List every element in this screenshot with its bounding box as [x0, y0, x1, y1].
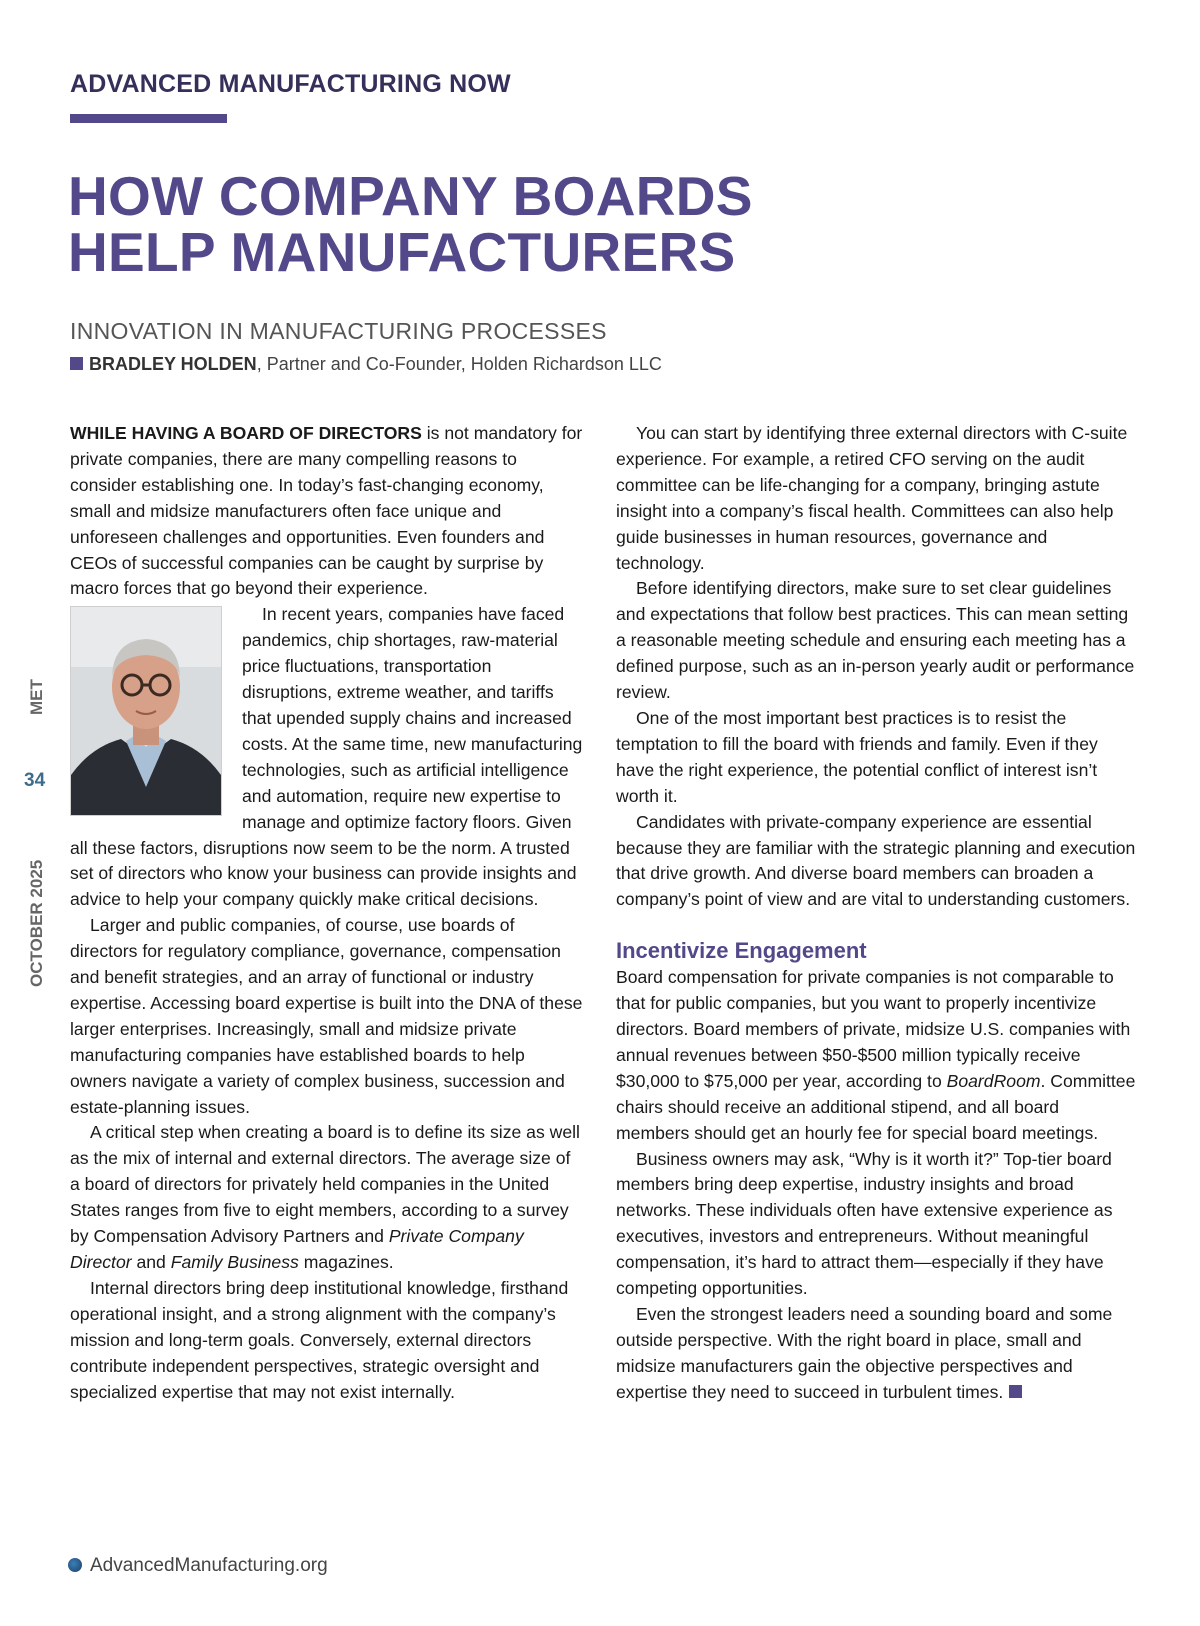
article-paragraph: Candidates with private-company experience are essential because they are familiar with the strategic planning and execution that drive growth. And diverse board members can broaden a company’s point of view and are vital to understanding customers.: [616, 811, 1136, 910]
page-number: 34: [24, 770, 46, 791]
byline: [70, 354, 662, 375]
headline: [68, 165, 753, 283]
byline-square-icon: [70, 357, 83, 370]
article-paragraph: [70, 1120, 585, 1275]
footer-site-link[interactable]: AdvancedManufacturing.org: [90, 1555, 328, 1576]
article-paragraph: Before identifying directors, make sure to set clear guidelines and expectations that follow best practices. This can mean setting a reasonable meeting schedule and ensuring each meeting has a defined purpose, such as an in-person yearly audit or performance review.: [616, 578, 1135, 703]
footer: [68, 1555, 328, 1577]
article-paragraph: [616, 1302, 1136, 1406]
portrait-photo-icon: [71, 607, 221, 815]
article-paragraph: One of the most important best practices is to resist the temptation to fill the board with friends and family. Even if they have the right experience, the potential conflict of interest isn’t worth it.: [616, 707, 1098, 806]
section-label: ADVANCED MANUFACTURING NOW: [70, 70, 511, 98]
article-paragraph: Internal directors bring deep institutional knowledge, firsthand operational insight, and a strong alignment with the company’s mission and long-term goals. Conversely, external directors contribute independent perspectives, strategic oversight and specialized expertise that may not exist internally.: [70, 1277, 569, 1402]
side-strip: [22, 670, 52, 1000]
issue-date: OCTOBER 2025: [27, 859, 46, 987]
section-rule: [70, 114, 227, 123]
paragraph-text: Board compensation for private companies is not comparable to that for public companies, but you want to properly incentivize directors. Board members of private, midsize U.S. companies with annual revenues between $50-$500 million typically receive $30,000 to $75,000 per year, according to: [616, 967, 1131, 1091]
publication-name: MET: [27, 679, 46, 715]
paragraph-text: Even the strongest leaders need a sounding board and some outside perspective. With the right board in place, small and midsize manufacturers gain the objective perspectives and expertise they need to succeed in turbulent times.: [616, 1304, 1113, 1402]
headline-line-2: HELP MANUFACTURERS: [68, 221, 736, 283]
author-name: BRADLEY HOLDEN: [89, 354, 257, 374]
headline-line-1: HOW COMPANY BOARDS: [68, 165, 753, 227]
article-column-right: [616, 421, 1136, 1406]
paragraph-text: is not mandatory for private companies, there are many compelling reasons to consider establishing one. In today’s fast-changing economy, small and midsize manufacturers often face unique and unforeseen challenges and opportunities. Even founders and CEOs of successful companies can be caught by surprise by macro forces that go beyond their experience.: [70, 423, 583, 599]
paragraph-text: A critical step when creating a board is to define its size as well as the mix of internal and external directors. The average size of a board of directors for privately held companies in the United States ranges from five to eight members, according to a survey by Compensation Advisory Partners and: [70, 1122, 580, 1247]
subsection-heading: Incentivize Engagement: [616, 938, 867, 964]
paragraph-text: . Committee chairs should receive an additional stipend, and all board members should get an hourly fee for special board meetings.: [616, 1070, 1136, 1143]
article-column-left: [70, 421, 585, 1405]
article-paragraph: In recent years, companies have faced pandemics, chip shortages, raw-material price fluctuations, transportation disruptions, extreme weather, and tariffs that upended supply chains and increased costs. At the same time, new manufacturing technologies, such as artificial intelligence and automation, require new expertise to manage and optimize factory floors. Given all these factors, disruptions now seem to be the norm. A trusted set of directors who know your business can provide insights and advice to help your company quickly make critical decisions.: [70, 604, 583, 910]
article-paragraph: [616, 965, 1136, 1146]
publication-title: Family Business: [170, 1252, 299, 1272]
author-photo: [70, 606, 222, 816]
paragraph-text: and: [131, 1252, 171, 1272]
article-paragraph: Business owners may ask, “Why is it worth it?” Top-tier board members bring deep expertise, industry insights and broad networks. These individuals often have extensive experience as executives, investors and entrepreneurs. Without meaningful compensation, it’s hard to attract them—especially if they have competing opportunities.: [616, 1148, 1113, 1299]
lead-in: WHILE HAVING A BOARD OF DIRECTORS: [70, 423, 422, 443]
author-title: , Partner and Co-Founder, Holden Richardson LLC: [256, 354, 662, 374]
article-paragraph: [70, 421, 585, 602]
subhead: INNOVATION IN MANUFACTURING PROCESSES: [70, 318, 607, 344]
publication-title: BoardRoom: [946, 1070, 1041, 1091]
globe-icon: [68, 1558, 82, 1572]
end-mark-icon: [1009, 1385, 1022, 1398]
article-paragraph: You can start by identifying three external directors with C-suite experience. For example, a retired CFO serving on the audit committee can be life-changing for a company, bringing astute insight into a company’s fiscal health. Committees can also help guide businesses in human resources, governance and technology.: [616, 423, 1128, 573]
article-paragraph: Larger and public companies, of course, use boards of directors for regulatory compliance, governance, compensation and benefit strategies, and an array of functional or industry expertise. Accessing board expertise is built into the DNA of these larger enterprises. Increasingly, small and midsize private manufacturing companies have established boards to help owners navigate a variety of complex business, succession and estate-planning issues.: [70, 915, 583, 1117]
paragraph-text: magazines.: [298, 1252, 394, 1272]
publication-title: Private Company Director: [70, 1226, 524, 1272]
